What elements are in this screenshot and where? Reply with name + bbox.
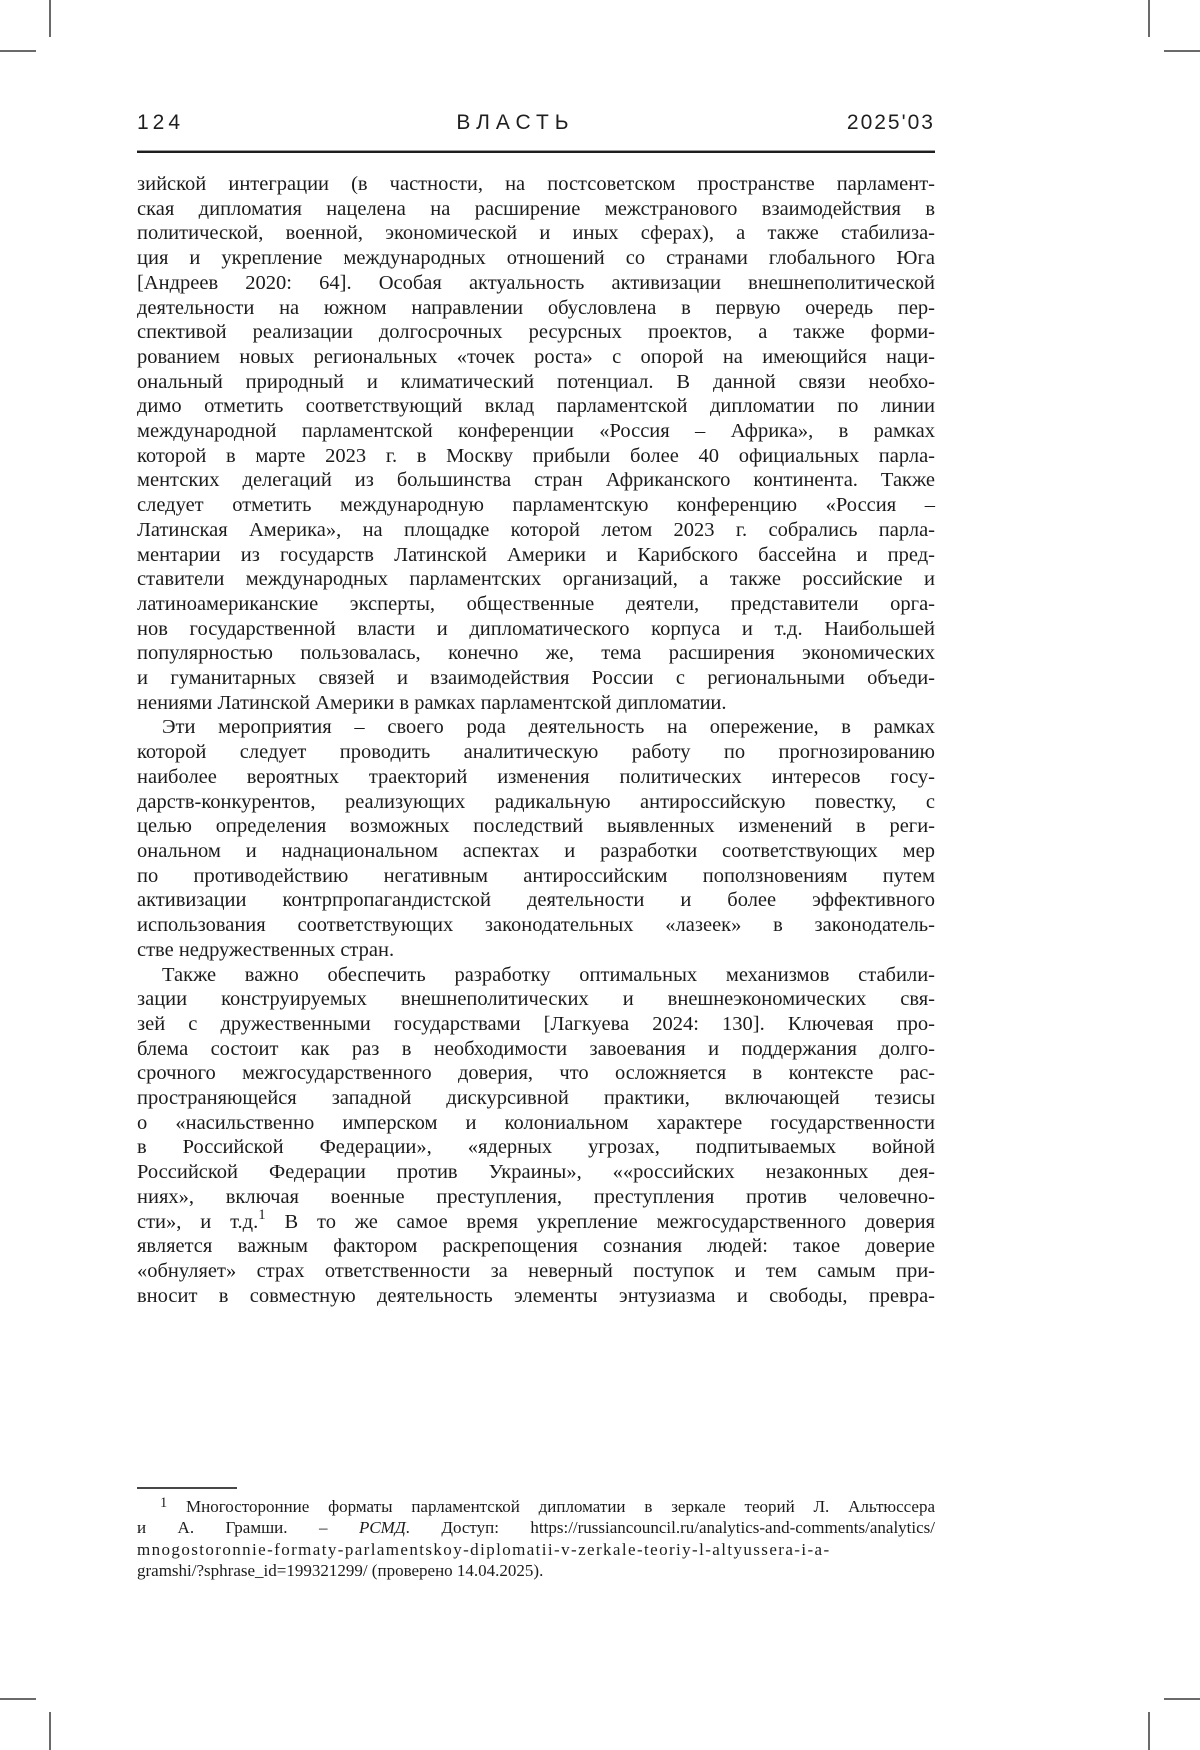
footnote-separator <box>137 1487 237 1489</box>
text-segment: блема состоит как раз в необходимости завоевания и поддержания долго- <box>137 1037 935 1060</box>
footnote-line <box>137 1539 935 1560</box>
text-line <box>137 715 935 740</box>
text-line <box>137 641 935 666</box>
text-line <box>137 814 935 839</box>
text-line <box>137 765 935 790</box>
text-line <box>137 617 935 642</box>
text-line <box>137 1012 935 1037</box>
text-line <box>137 197 935 222</box>
text-segment: пространяющейся западной дискурсивной практики, включающей тезисы <box>137 1087 935 1110</box>
text-segment: Российской Федерации против Украины», ««российских незаконных дея- <box>137 1161 935 1184</box>
footnote <box>137 1496 935 1582</box>
text-segment: стве недружественных стран. <box>137 938 395 961</box>
text-segment: в Российской Федерации», «ядерных угрозах, подпитываемых войной <box>137 1136 935 1159</box>
text-segment: активизации контрпропагандистской деятельности и более эффективного <box>137 889 935 912</box>
text-line <box>137 1086 935 1111</box>
text-segment: международной парламентской конференции «Россия – Африка», в рамках <box>137 420 935 443</box>
text-line <box>137 1061 935 1086</box>
text-segment: целью определения возможных последствий выявленных изменений в реги- <box>137 815 935 838</box>
text-segment: спективой реализации долгосрочных ресурсных проектов, а также форми- <box>137 321 935 344</box>
text-line <box>137 493 935 518</box>
page-number: 124 <box>137 111 185 134</box>
text-segment: популярностью пользовалась, конечно же, тема расширения экономических <box>137 642 935 665</box>
text-segment: ция и укрепление международных отношений со странами глобального Юга <box>137 247 935 270</box>
text-segment: дарств-конкурентов, реализующих радикальную антироссийскую повестку, с <box>137 790 935 813</box>
text-line <box>137 518 935 543</box>
text-line <box>137 296 935 321</box>
text-segment: ниях», включая военные преступления, преступления против человечно- <box>137 1185 935 1208</box>
text-segment: использования соответствующих законодательных «лазеек» в законодатель- <box>137 914 935 937</box>
text-line <box>137 963 935 988</box>
text-segment: наиболее вероятных траекторий изменения политических интересов госу- <box>137 765 935 788</box>
text-line <box>137 1259 935 1284</box>
text-line <box>137 444 935 469</box>
text-line <box>137 271 935 296</box>
text-segment: димо отметить соответствующий вклад парламентской дипломатии по линии <box>137 395 935 418</box>
header-rule <box>137 150 935 153</box>
text-segment: ментских делегаций из большинства стран Африканского континента. Также <box>137 469 935 492</box>
text-segment: рованием новых региональных «точек роста» с опорой на имеющийся наци- <box>137 345 935 368</box>
text-segment: Латинская Америка», на площадке которой летом 2023 г. собрались парла- <box>137 518 935 541</box>
text-segment: . Доступ: https://russiancouncil.ru/analytics-and-comments/analytics/ <box>405 1518 936 1538</box>
text-segment: ментарии из государств Латинской Америки и Карибского бассейна и пред- <box>137 543 935 566</box>
crop-mark-top-right-vertical <box>1148 0 1150 37</box>
text-line <box>137 221 935 246</box>
text-segment: ональном и наднациональном аспектах и разработки соответствующих мер <box>137 839 935 862</box>
text-segment: латиноамериканские эксперты, общественные деятели, представители орга- <box>137 592 935 615</box>
text-segment: ставители международных парламентских организаций, а также российские и <box>137 568 935 591</box>
text-segment: нов государственной власти и дипломатического корпуса и т.д. Наибольшей <box>137 617 935 640</box>
text-line <box>137 790 935 815</box>
text-line <box>137 1207 935 1235</box>
text-line <box>137 864 935 889</box>
text-segment: о «насильственно имперском и колониальном характере государственности <box>137 1111 935 1134</box>
text-segment: зийской интеграции (в частности, на постсоветском пространстве парламент- <box>137 173 935 195</box>
footnote-line <box>137 1560 935 1581</box>
text-segment: зей с дружественными государствами [Лагкуева 2024: 130]. Ключевая про- <box>137 1012 935 1035</box>
text-line <box>137 1135 935 1160</box>
text-line <box>137 888 935 913</box>
issue-number: 2025'03 <box>846 111 935 134</box>
text-line <box>137 468 935 493</box>
text-line <box>137 1111 935 1136</box>
crop-mark-top-right-horizontal <box>1164 50 1200 52</box>
text-segment: нениями Латинской Америки в рамках парламентской дипломатии. <box>137 691 727 714</box>
italic-text: РСМД <box>358 1518 406 1538</box>
crop-mark-bottom-left-vertical <box>49 1712 51 1750</box>
text-segment: и гуманитарных связей и взаимодействия России с региональными объеди- <box>137 667 935 690</box>
article-body <box>137 172 935 1308</box>
text-segment: политической, военной, экономической и иных сферах), а также стабилиза- <box>137 222 935 245</box>
text-line <box>137 839 935 864</box>
text-segment: вносит в совместную деятельность элементы энтузиазма и свободы, превра- <box>137 1284 935 1307</box>
text-line <box>137 913 935 938</box>
text-line <box>137 1185 935 1210</box>
text-segment: «обнуляет» страх ответственности за неверный поступок и тем самым при- <box>137 1259 935 1282</box>
footnote-line <box>137 1517 935 1538</box>
text-line <box>137 419 935 444</box>
crop-mark-bottom-right-horizontal <box>1164 1698 1200 1700</box>
footnote-reference: 1 <box>258 1207 266 1224</box>
text-line <box>137 172 935 197</box>
text-segment: ональный природный и климатический потенциал. В данной связи необхо- <box>137 370 935 393</box>
text-segment: [Андреев 2020: 64]. Особая актуальность активизации внешнеполитической <box>137 271 935 294</box>
text-line <box>137 567 935 592</box>
text-line <box>137 543 935 568</box>
footnote-reference: 1 <box>160 1494 168 1511</box>
text-line <box>137 394 935 419</box>
text-segment: gramshi/?sphrase_id=199321299/ (проверено 14.04.2025). <box>137 1561 544 1581</box>
text-segment: Эти мероприятия – своего рода деятельность на опережение, в рамках <box>162 716 935 739</box>
text-line <box>137 938 935 963</box>
text-segment: Также важно обеспечить разработку оптимальных механизмов стабили- <box>162 963 935 986</box>
crop-mark-bottom-right-vertical <box>1148 1712 1150 1750</box>
text-segment: следует отметить международную парламентскую конференцию «Россия – <box>137 494 935 517</box>
text-line <box>137 1037 935 1062</box>
text-line <box>137 320 935 345</box>
text-segment: которой следует проводить аналитическую работу по прогнозированию <box>137 741 935 764</box>
crop-mark-top-left-vertical <box>49 0 51 37</box>
text-line <box>137 246 935 271</box>
text-line <box>137 1284 935 1309</box>
text-line <box>137 345 935 370</box>
text-segment: ская дипломатия нацелена на расширение межстранового взаимодействия в <box>137 197 935 220</box>
text-segment: зации конструируемых внешнеполитических и внешнеэкономических свя- <box>137 988 935 1011</box>
text-segment: сти», и т.д. <box>137 1210 259 1233</box>
footnote-line <box>137 1496 935 1517</box>
text-segment: mnogostoronnie-formaty-parlamentskoy-diplomatii-v-zerkale-teoriy-l-altyussera-i-a- <box>137 1539 831 1559</box>
text-segment: и А. Грамши. – <box>137 1518 359 1538</box>
text-line <box>137 740 935 765</box>
journal-title: ВЛАСТЬ <box>456 111 575 134</box>
text-line <box>137 1160 935 1185</box>
page-header <box>137 111 935 135</box>
text-segment: по противодействию негативным антироссийским поползновениям путем <box>137 864 935 887</box>
text-segment: которой в марте 2023 г. в Москву прибыли более 40 официальных парла- <box>137 444 935 467</box>
text-line <box>137 1234 935 1259</box>
text-line <box>137 987 935 1012</box>
text-line <box>137 370 935 395</box>
text-line <box>137 666 935 691</box>
text-segment: Многосторонние форматы парламентской дипломатии в зеркале теорий Л. Альтюссера <box>167 1497 935 1516</box>
text-line <box>137 691 935 716</box>
text-segment: срочного межгосударственного доверия, что осложняется в контексте рас- <box>137 1062 935 1085</box>
text-segment: является важным фактором раскрепощения сознания людей: такое доверие <box>137 1235 935 1258</box>
crop-mark-bottom-left-horizontal <box>0 1698 36 1700</box>
crop-mark-top-left-horizontal <box>0 50 36 52</box>
text-segment: В то же самое время укрепление межгосударственного доверия <box>265 1210 935 1233</box>
text-segment: деятельности на южном направлении обусловлена в первую очередь пер- <box>137 296 935 319</box>
text-line <box>137 592 935 617</box>
